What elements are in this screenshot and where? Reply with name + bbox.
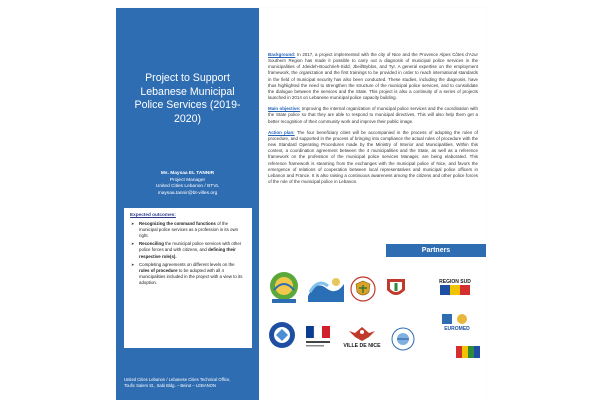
outcome-bold: rules of procedure (139, 267, 178, 273)
outcomes-list (130, 221, 246, 286)
region-sud-text: REGION SUD (439, 279, 471, 285)
action-plan-paragraph (268, 130, 478, 185)
eagle-icon (349, 325, 375, 343)
seal-icon (388, 326, 418, 352)
partner-logo-shield (350, 276, 376, 302)
partner-logo-blue-badge (266, 320, 298, 350)
partner-logo-crest (384, 276, 408, 302)
background-paragraph (268, 52, 478, 101)
crest-icon (384, 276, 408, 302)
partner-logo-euromed (434, 308, 480, 336)
outcome-text: of the municipal police services as a profession in its own right. (139, 221, 239, 239)
outcome-bold: Reconciling (139, 241, 164, 247)
objective-paragraph (268, 106, 478, 124)
sidebar (116, 8, 259, 400)
partners-heading: Partners (386, 244, 486, 257)
shield-icon (350, 276, 376, 302)
color-blocks-icon (456, 344, 482, 360)
address-line: Toufic Salem St., Sabi Bldg. – Beirut – LEBANON (124, 383, 216, 388)
partner-logo-wave (306, 274, 346, 304)
objective-text: Improving the internal organization of municipal police services and the coordination with the State police so that they are able to respond to municipal directives. This will also help them get a better recognition of their community work and improve their public image. (268, 106, 478, 124)
brochure-page (116, 8, 486, 400)
outcome-text: Completing agreements on different levels on the (139, 261, 235, 267)
background-label: Background: (268, 52, 296, 57)
action-plan-label: Action plan: (268, 129, 295, 135)
partner-logo-green-circle (266, 270, 302, 304)
french-flag-icon (302, 324, 336, 348)
project-title: Project to Support Lebanese Municipal Police Services (2019-2020) (134, 72, 241, 125)
partner-logo-multicolor (456, 344, 482, 360)
partner-logo-french-republic (302, 324, 336, 348)
outcome-item (139, 262, 246, 286)
manager-organization: United Cities Lebanon / BTVL (155, 184, 220, 189)
green-emblem-icon (266, 270, 302, 304)
manager-role: Project Manager (169, 177, 206, 183)
region-flag-icon (440, 285, 470, 295)
euromed-text: EUROMED (444, 326, 470, 332)
outcomes-heading: Expected outcomes: (130, 212, 176, 217)
outcome-text: the municipal police services with other police forces and with citizens, and (139, 241, 242, 253)
office-address (124, 377, 254, 389)
expected-outcomes-box (124, 208, 252, 348)
outcome-bold: Recognizing the command functions (139, 221, 216, 227)
outcome-item (139, 221, 246, 239)
outcome-text: to be adopted with all 4 municipalities included in the project with a view to its adoption. (139, 267, 243, 285)
partner-logo-seal (388, 326, 418, 352)
outcome-bold: defining their respective role(s). (139, 247, 236, 259)
manager-email[interactable]: maysaa.tannir@bt-villes.org (157, 190, 218, 196)
badge-icon (266, 320, 298, 350)
project-manager-contact (126, 171, 249, 197)
background-text: In 2017, a project implemented with the city of Nice and the Provence Alpes Côtes d’Azur Southern Region has made it possible to carry out a diagnosis of municipal police services in the municipalities of Jdeideh-Bouchrieh-Sidd, Jbeil/Byblos, and Tyr. A general expertise on the employment framework, the organization and the first trainings to be provided in order to reach international standards in the field of municipal security has also been conducted. These studies, including the diagnosis, have thus highlighted the need to strengthen the structure of the municipal police services, and to consolidate the dialogue between the services and the State. This project is also a continuity of a series of projects launched in 2014 on Lebanese municipal police capacity building. (268, 52, 478, 101)
action-plan-text: The four beneficiary cities will be accompanied in the process of adopting the rules of procedure, and supported in the process of bringing into compliance the actual rules of procedure with the new Standard Operating Procedures made by the Ministry of Interior and Municipalities. Within this context, a coordination agreement between the 4 municipalities and the State, as well as a reference framework on the profession of the municipal police services Manager, are being elaborated. This reference framework is steaming from the exchanges with the municipal police of Nice, and favors the emergence of relations of cooperation between local representatives and municipal police officers in Lebanon and France. It is also raising a continuous awareness among the citizens and other police forces of the role of the municipal police in Lebanon. (268, 129, 478, 184)
wave-emblem-icon (306, 274, 346, 304)
objective-label: Main objective: (268, 106, 301, 112)
partner-logo-ville-de-nice (340, 320, 384, 354)
main-content (268, 52, 478, 190)
manager-name: Ms. Maysaa EL TANNIR (160, 171, 215, 176)
outcome-item (139, 241, 246, 259)
partner-logo-region-sud (432, 274, 478, 300)
address-line: United Cities Lebanon / Lebanese Cities Technical Office, (124, 377, 231, 382)
euromed-emblem-icon (440, 312, 474, 326)
ville-de-nice-text: VILLE DE NICE (343, 343, 381, 349)
